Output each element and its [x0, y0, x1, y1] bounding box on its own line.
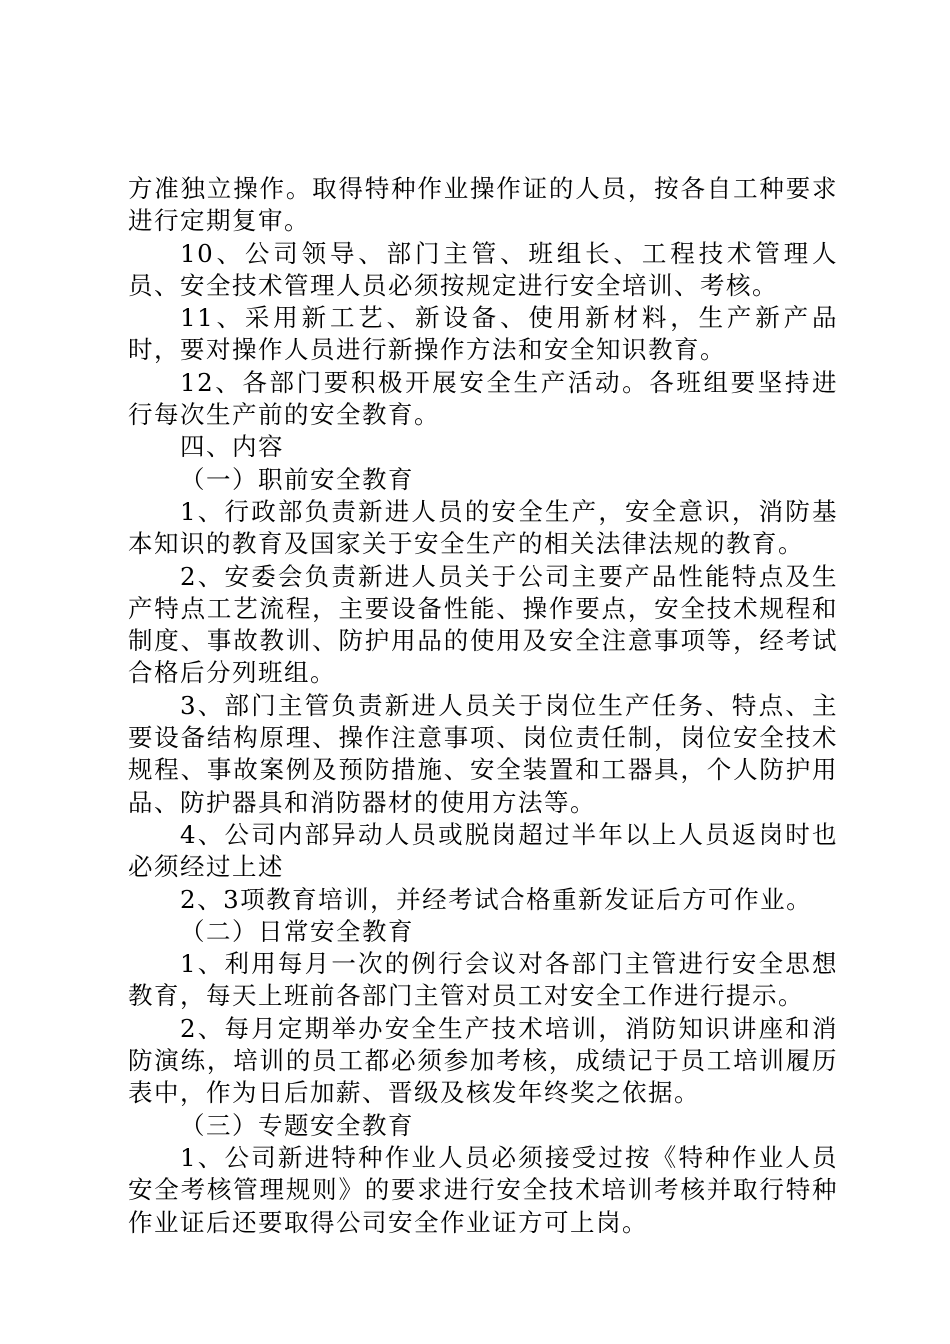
paragraph: 11、采用新工艺、新设备、使用新材料，生产新产品时，要对操作人员进行新操作方法和安全知识教育。: [128, 303, 838, 365]
paragraph: 3、部门主管负责新进人员关于岗位生产任务、特点、主要设备结构原理、操作注意事项、岗位责任制，岗位安全技术规程、事故案例及预防措施、安全装置和工器具，个人防护用品、防护器具和消防器材的使用方法等。: [128, 690, 838, 817]
document-body: [128, 173, 838, 1239]
paragraph: 4、公司内部异动人员或脱岗超过半年以上人员返岗时也必须经过上述: [128, 819, 838, 882]
paragraph: 2、安委会负责新进人员关于公司主要产品性能特点及生产特点工艺流程，主要设备性能、操作要点，安全技术规程和制度、事故教训、防护用品的使用及安全注意事项等，经考试合格后分列班组。: [128, 561, 838, 688]
paragraph: 2、每月定期举办安全生产技术培训，消防知识讲座和消防演练，培训的员工都必须参加考核，成绩记于员工培训履历表中，作为日后加薪、晋级及核发年终奖之依据。: [128, 1013, 838, 1108]
paragraph: 2、3项教育培训，并经考试合格重新发证后方可作业。: [180, 884, 813, 914]
subsection-heading: （一）职前安全教育: [180, 464, 414, 494]
paragraph: 10、公司领导、部门主管、班组长、工程技术管理人员、安全技术管理人员必须按规定进行安全培训、考核。: [128, 238, 838, 300]
section-heading: 四、内容: [180, 432, 284, 462]
subsection-heading: （三）专题安全教育: [180, 1110, 414, 1140]
paragraph: 12、各部门要积极开展安全生产活动。各班组要坚持进行每次生产前的安全教育。: [128, 367, 838, 430]
paragraph: 1、行政部负责新进人员的安全生产，安全意识，消防基本知识的教育及国家关于安全生产的相关法律法规的教育。: [128, 496, 838, 559]
paragraph: 1、利用每月一次的例行会议对各部门主管进行安全思想教育，每天上班前各部门主管对员工对安全工作进行提示。: [128, 949, 838, 1011]
paragraph: 方准独立操作。取得特种作业操作证的人员，按各自工种要求进行定期复审。: [128, 174, 838, 236]
subsection-heading: （二）日常安全教育: [180, 916, 414, 946]
paragraph: 1、公司新进特种作业人员必须接受过按《特种作业人员安全考核管理规则》的要求进行安全技术培训考核并取行特种作业证后还要取得公司安全作业证方可上岗。: [128, 1142, 838, 1237]
